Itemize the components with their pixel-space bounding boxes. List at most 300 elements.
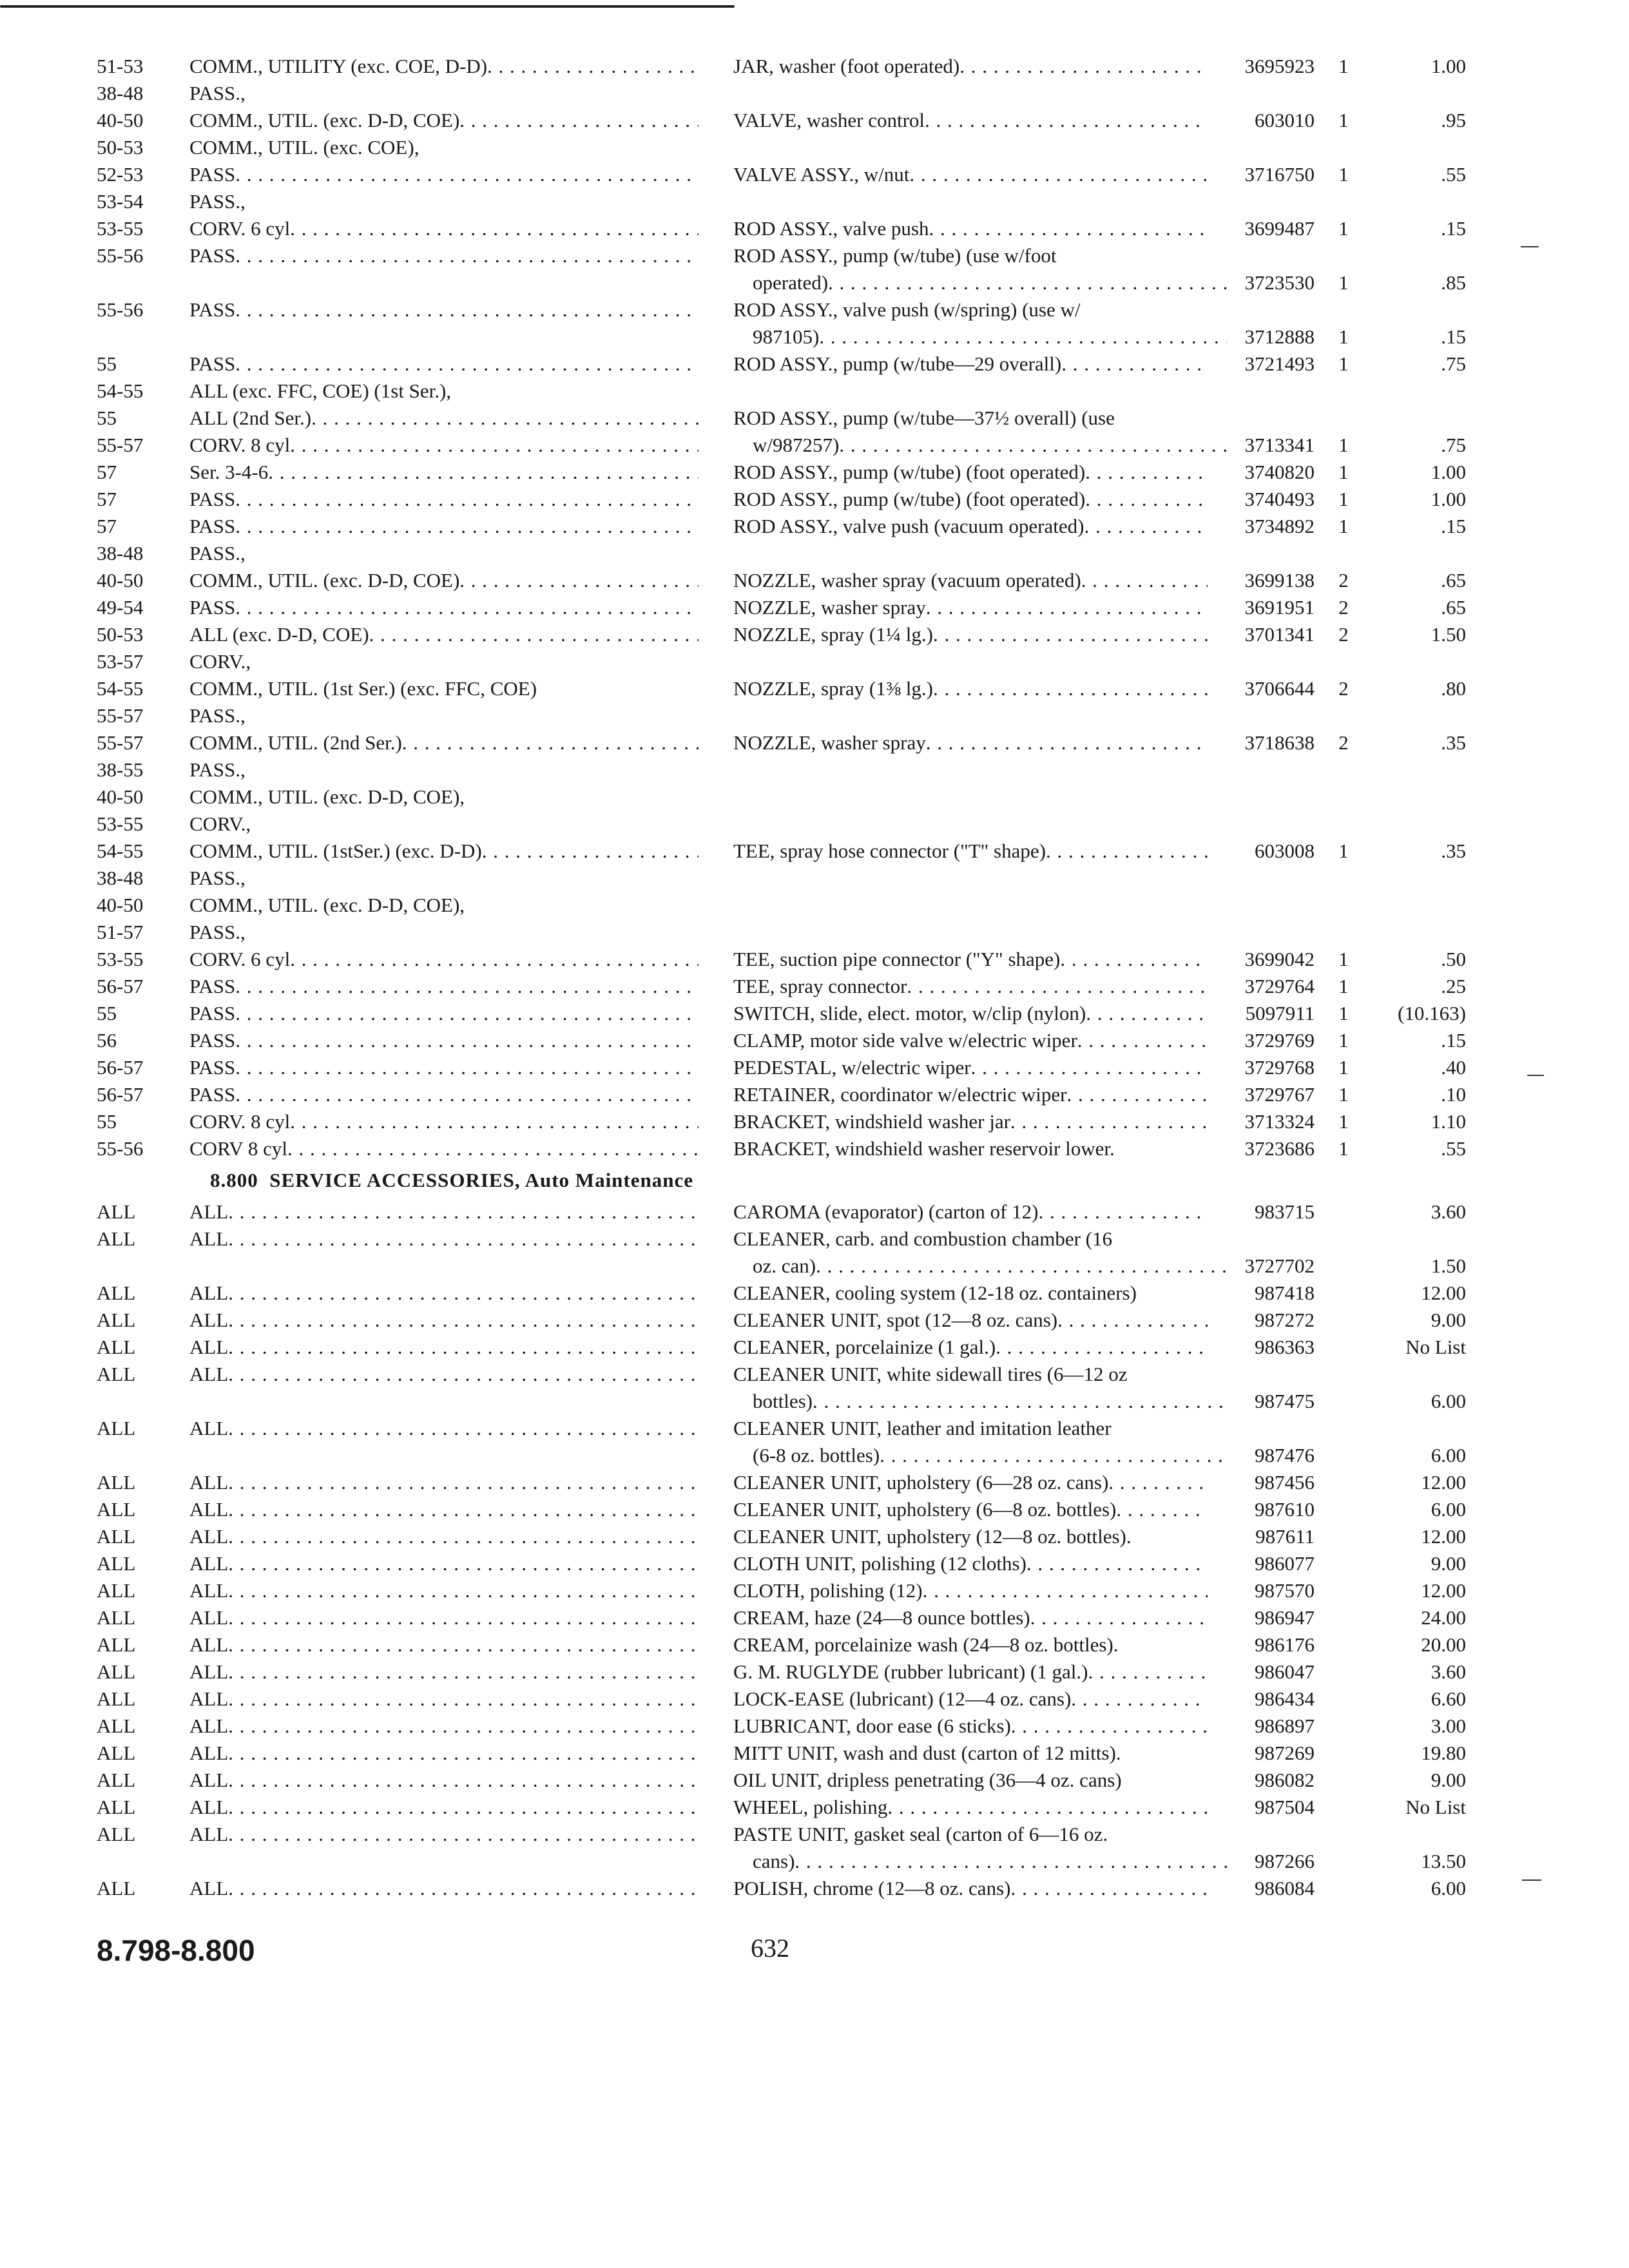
table-row	[97, 296, 1385, 323]
part-number: 987611	[1255, 1525, 1315, 1548]
year-range: 53-55	[97, 217, 144, 240]
quantity: 1	[1338, 1029, 1349, 1052]
list-price: 3.60	[1431, 1200, 1466, 1223]
dot-leader	[228, 1469, 699, 1496]
year-range: ALL	[97, 1200, 136, 1223]
model-application: COMM., UTIL. (1stSer.) (exc. D-D) . . .	[189, 838, 699, 865]
list-price: 9.00	[1431, 1552, 1466, 1575]
list-price: 9.00	[1431, 1769, 1466, 1791]
dot-leader	[959, 53, 1208, 80]
model-application: ALL . . .	[189, 1821, 699, 1848]
table-row	[97, 242, 1385, 269]
dot-leader	[369, 621, 699, 648]
dot-leader	[228, 1577, 699, 1604]
dot-leader	[1010, 1875, 1208, 1902]
list-price: 1.00	[1431, 461, 1466, 483]
list-price: .80	[1441, 677, 1466, 700]
dot-leader	[228, 1280, 699, 1307]
quantity: 1	[1338, 975, 1349, 997]
year-range: 55-57	[97, 704, 144, 727]
model-application: ALL (exc. FFC, COE) (1st Ser.),	[189, 380, 452, 402]
year-range: ALL	[97, 1606, 136, 1629]
dot-leader	[228, 1686, 699, 1713]
part-description: LOCK-EASE (lubricant) (12—4 oz. cans) . . .	[733, 1686, 1208, 1713]
year-range: ALL	[97, 1660, 136, 1683]
year-range: 57	[97, 488, 117, 510]
table-row	[97, 865, 1385, 892]
part-description: ROD ASSY., valve push (vacuum operated) . . .	[733, 513, 1208, 540]
part-description: PEDESTAL, w/electric wiper . . .	[733, 1054, 1208, 1081]
dot-leader	[228, 1821, 699, 1848]
model-application: CORV. 8 cyl . . .	[189, 432, 699, 459]
table-row	[97, 1198, 1466, 1225]
dot-leader	[459, 567, 699, 594]
table-row	[97, 269, 1466, 296]
model-application: ALL . . .	[189, 1604, 699, 1631]
dot-leader	[228, 1658, 699, 1686]
model-application: ALL . . .	[189, 1334, 699, 1361]
part-description: cans) . . .	[733, 1848, 1227, 1875]
model-application: PASS.,	[189, 704, 246, 727]
quantity: 1	[1338, 109, 1349, 131]
list-price: 1.00	[1431, 488, 1466, 510]
quantity: 1	[1338, 1083, 1349, 1106]
quantity: 1	[1338, 55, 1349, 77]
part-description: CLEANER UNIT, white sidewall tires (6—12 oz	[733, 1363, 1128, 1385]
part-description: RETAINER, coordinator w/electric wiper . . .	[733, 1081, 1208, 1108]
year-range: ALL	[97, 1363, 136, 1385]
table-row	[97, 1875, 1466, 1902]
year-range: ALL	[97, 1687, 136, 1710]
dot-leader	[795, 1848, 1227, 1875]
page-number: 632	[751, 1934, 789, 1963]
year-range: 49-54	[97, 596, 144, 619]
table-row	[97, 1108, 1466, 1135]
quantity: 2	[1338, 677, 1349, 700]
part-description: (6-8 oz. bottles) . . .	[733, 1442, 1227, 1469]
part-description: oz. can) . . .	[733, 1253, 1227, 1280]
model-application: ALL (2nd Ser.) . . .	[189, 405, 699, 432]
model-application: PASS . . .	[189, 1027, 699, 1054]
part-number: 986176	[1255, 1633, 1315, 1656]
model-application: COMM., UTIL. (1st Ser.) (exc. FFC, COE)	[189, 677, 537, 700]
table-row	[97, 351, 1466, 378]
model-application: PASS . . .	[189, 161, 699, 188]
list-price: No List	[1405, 1796, 1466, 1818]
dot-leader	[290, 432, 699, 459]
part-description: ROD ASSY., valve push (w/spring) (use w/	[733, 298, 1081, 321]
model-application: PASS.,	[189, 190, 246, 213]
quantity: 1	[1338, 1137, 1349, 1160]
dot-leader	[228, 1307, 699, 1334]
part-number: 603010	[1255, 109, 1315, 131]
dot-leader	[828, 269, 1227, 296]
model-application: ALL . . .	[189, 1496, 699, 1523]
model-application: COMM., UTIL. (exc. COE),	[189, 136, 419, 159]
model-application: ALL . . .	[189, 1740, 699, 1767]
list-price: 1.10	[1431, 1110, 1466, 1133]
section-range-label: 8.798-8.800	[97, 1934, 255, 1967]
dot-leader	[1085, 459, 1208, 486]
model-application: CORV.,	[189, 650, 251, 673]
table-row	[97, 1054, 1466, 1081]
table-row	[97, 1361, 1385, 1388]
year-range: ALL	[97, 1769, 136, 1791]
year-range: 55-56	[97, 298, 144, 321]
table-row	[97, 486, 1466, 513]
table-row	[97, 1081, 1466, 1108]
part-description: operated) . . .	[733, 269, 1227, 296]
part-number: 603008	[1255, 840, 1315, 862]
table-row	[97, 1658, 1466, 1686]
section-title: 8.800 SERVICE ACCESSORIES, Auto Maintenance	[210, 1169, 694, 1191]
list-price: 3.00	[1431, 1715, 1466, 1737]
table-row	[97, 1821, 1385, 1848]
dot-leader	[1086, 1000, 1208, 1027]
year-range: 50-53	[97, 623, 144, 646]
part-number: 3713324	[1244, 1110, 1315, 1133]
part-description: TEE, suction pipe connector ("Y" shape) . . .	[733, 946, 1208, 973]
part-description: WHEEL, polishing . . .	[733, 1794, 1208, 1821]
part-number: 986947	[1255, 1606, 1315, 1629]
part-description: POLISH, chrome (12—8 oz. cans) . . .	[733, 1875, 1208, 1902]
part-description: VALVE ASSY., w/nut . . .	[733, 161, 1208, 188]
dot-leader	[228, 1604, 699, 1631]
part-description: CLEANER UNIT, upholstery (6—8 oz. bottles) . . .	[733, 1496, 1208, 1523]
part-description: CLEANER UNIT, upholstery (6—28 oz. cans) . . .	[733, 1469, 1208, 1496]
part-description: BRACKET, windshield washer jar . . .	[733, 1108, 1208, 1135]
part-number: 3716750	[1244, 163, 1315, 186]
dot-leader	[1066, 1081, 1208, 1108]
part-description: ROD ASSY., pump (w/tube—29 overall) . . .	[733, 351, 1208, 378]
year-range: 55	[97, 1002, 117, 1024]
part-number: 3712888	[1244, 325, 1315, 348]
year-range: 55	[97, 1110, 117, 1133]
year-range: 56-57	[97, 1083, 144, 1106]
dot-leader	[1085, 486, 1208, 513]
year-range: 56	[97, 1029, 117, 1052]
table-row	[97, 188, 1385, 215]
part-number: 3723530	[1244, 271, 1315, 294]
part-description: CLEANER UNIT, upholstery (12—8 oz. bottles).	[733, 1525, 1132, 1548]
list-price: 1.50	[1431, 1254, 1466, 1277]
model-application: PASS . . .	[189, 1054, 699, 1081]
model-application: ALL . . .	[189, 1767, 699, 1794]
section-heading	[97, 1162, 1385, 1198]
year-range: 38-48	[97, 82, 144, 104]
list-price: 13.50	[1421, 1850, 1466, 1872]
dot-leader	[1061, 351, 1208, 378]
table-row	[97, 1135, 1466, 1162]
dot-leader	[235, 486, 699, 513]
year-range: 54-55	[97, 380, 144, 402]
dot-leader	[923, 1577, 1208, 1604]
list-price: .40	[1441, 1056, 1466, 1079]
table-row	[97, 1848, 1466, 1875]
list-price: .55	[1441, 1137, 1466, 1160]
part-number: 3723686	[1244, 1137, 1315, 1160]
table-row	[97, 621, 1466, 648]
table-row	[97, 161, 1466, 188]
list-price: (10.163)	[1398, 1002, 1466, 1024]
year-range: 55-57	[97, 434, 144, 456]
list-price: .15	[1441, 217, 1466, 240]
list-price: .55	[1441, 163, 1466, 186]
part-description: ROD ASSY., pump (w/tube—37½ overall) (use	[733, 407, 1115, 429]
part-number: 983715	[1255, 1200, 1315, 1223]
list-price: 20.00	[1421, 1633, 1466, 1656]
table-row	[97, 1442, 1466, 1469]
model-application: COMM., UTILITY (exc. COE, D-D) . . .	[189, 53, 699, 80]
year-range: 54-55	[97, 677, 144, 700]
list-price: .85	[1441, 271, 1466, 294]
quantity: 1	[1338, 840, 1349, 862]
dot-leader	[268, 459, 699, 486]
list-price: .35	[1441, 840, 1466, 862]
list-price: .35	[1441, 731, 1466, 754]
list-price: .15	[1441, 325, 1466, 348]
list-price: 3.60	[1431, 1660, 1466, 1683]
list-price: .65	[1441, 569, 1466, 591]
year-range: ALL	[97, 1417, 136, 1439]
dot-leader	[290, 215, 699, 242]
model-application: PASS . . .	[189, 1000, 699, 1027]
model-application: ALL . . .	[189, 1875, 699, 1902]
part-number: 3691951	[1244, 596, 1315, 619]
part-description: LUBRICANT, door ease (6 sticks) . . .	[733, 1713, 1208, 1740]
part-number: 3699042	[1244, 948, 1315, 970]
table-row	[97, 1631, 1466, 1658]
list-price: .15	[1441, 1029, 1466, 1052]
year-range: ALL	[97, 1525, 136, 1548]
table-row	[97, 892, 1385, 919]
table-row	[97, 323, 1466, 351]
table-row	[97, 53, 1466, 80]
year-range: ALL	[97, 1742, 136, 1764]
table-row	[97, 215, 1466, 242]
margin-mark	[1522, 1879, 1541, 1881]
dot-leader	[1077, 1027, 1208, 1054]
list-price: .25	[1441, 975, 1466, 997]
part-description: NOZZLE, spray (1¼ lg.) . . .	[733, 621, 1208, 648]
dot-leader	[996, 1334, 1208, 1361]
part-number: 986082	[1255, 1769, 1315, 1791]
part-number: 987269	[1255, 1742, 1315, 1764]
list-price: 12.00	[1421, 1579, 1466, 1602]
year-range: ALL	[97, 1309, 136, 1331]
model-application: COMM., UTIL. (exc. D-D, COE),	[189, 785, 465, 808]
part-description: CLEANER, carb. and combustion chamber (16	[733, 1227, 1112, 1250]
part-number: 987456	[1255, 1471, 1315, 1494]
model-application: PASS . . .	[189, 486, 699, 513]
part-description: 987105) . . .	[733, 323, 1227, 351]
part-number: 3695923	[1244, 55, 1315, 77]
part-description: CREAM, porcelainize wash (24—8 oz. bottles).	[733, 1633, 1119, 1656]
part-number: 986363	[1255, 1336, 1315, 1358]
year-range: 56-57	[97, 975, 144, 997]
part-number: 3729769	[1244, 1029, 1315, 1052]
year-range: ALL	[97, 1633, 136, 1656]
year-range: ALL	[97, 1823, 136, 1845]
table-row	[97, 540, 1385, 567]
model-application: PASS . . .	[189, 973, 699, 1000]
quantity: 1	[1338, 1056, 1349, 1079]
model-application: COMM., UTIL. (2nd Ser.) . . .	[189, 729, 699, 756]
table-row	[97, 1713, 1466, 1740]
dot-leader	[290, 946, 699, 973]
list-price: 1.00	[1431, 55, 1466, 77]
table-row	[97, 1740, 1466, 1767]
dot-leader	[228, 1523, 699, 1550]
model-application: PASS . . .	[189, 594, 699, 621]
dot-leader	[228, 1740, 699, 1767]
part-description: SWITCH, slide, elect. motor, w/clip (nylon) . . .	[733, 1000, 1208, 1027]
part-description: CLAMP, motor side valve w/electric wiper . . .	[733, 1027, 1208, 1054]
dot-leader	[235, 594, 699, 621]
dot-leader	[1027, 1550, 1208, 1577]
year-range: 55-57	[97, 731, 144, 754]
part-description: ROD ASSY., pump (w/tube) (foot operated) . . .	[733, 459, 1208, 486]
model-application: PASS . . .	[189, 513, 699, 540]
list-price: .50	[1441, 948, 1466, 970]
quantity: 1	[1338, 217, 1349, 240]
part-description: OIL UNIT, dripless penetrating (36—4 oz. cans)	[733, 1769, 1122, 1791]
list-price: 6.60	[1431, 1687, 1466, 1710]
part-description: bottles) . . .	[733, 1388, 1227, 1415]
dot-leader	[235, 1000, 699, 1027]
part-number: 3713341	[1244, 434, 1315, 456]
table-row	[97, 134, 1385, 161]
dot-leader	[1046, 838, 1208, 865]
dot-leader	[228, 1198, 699, 1225]
dot-leader	[887, 1794, 1208, 1821]
model-application: ALL (exc. D-D, COE) . . .	[189, 621, 699, 648]
part-description: CREAM, haze (24—8 ounce bottles) . . .	[733, 1604, 1208, 1631]
model-application: ALL . . .	[189, 1469, 699, 1496]
part-description: BRACKET, windshield washer reservoir lower.	[733, 1137, 1115, 1160]
part-number: 3729764	[1244, 975, 1315, 997]
year-range: 38-48	[97, 542, 144, 564]
dot-leader	[228, 1794, 699, 1821]
dot-leader	[909, 161, 1208, 188]
list-price: 19.80	[1421, 1742, 1466, 1764]
part-number: 3727702	[1244, 1254, 1315, 1277]
table-row	[97, 1225, 1385, 1253]
part-description: CLOTH, polishing (12) . . .	[733, 1577, 1208, 1604]
dot-leader	[816, 1253, 1227, 1280]
parts-table-top	[97, 53, 1466, 1162]
list-price: 6.00	[1431, 1877, 1466, 1899]
table-row	[97, 1000, 1466, 1027]
year-range: ALL	[97, 1336, 136, 1358]
dot-leader	[228, 1631, 699, 1658]
year-range: 53-54	[97, 190, 144, 213]
parts-catalog-page	[97, 53, 1466, 1902]
list-price: 6.00	[1431, 1498, 1466, 1521]
table-row	[97, 1388, 1466, 1415]
part-number: 3740820	[1244, 461, 1315, 483]
dot-leader	[311, 405, 699, 432]
table-row	[97, 756, 1385, 783]
table-row	[97, 1253, 1466, 1280]
table-row	[97, 783, 1385, 811]
table-row	[97, 811, 1385, 838]
model-application: ALL . . .	[189, 1794, 699, 1821]
part-description: w/987257) . . .	[733, 432, 1227, 459]
dot-leader	[228, 1713, 699, 1740]
dot-leader	[482, 838, 699, 865]
quantity: 2	[1338, 596, 1349, 619]
dot-leader	[235, 1054, 699, 1081]
table-row	[97, 1767, 1466, 1794]
dot-leader	[228, 1225, 699, 1253]
model-application: ALL . . .	[189, 1225, 699, 1253]
year-range: 55-56	[97, 1137, 144, 1160]
table-row	[97, 594, 1466, 621]
list-price: .15	[1441, 515, 1466, 537]
part-number: 3729767	[1244, 1083, 1315, 1106]
quantity: 1	[1338, 515, 1349, 537]
dot-leader	[228, 1361, 699, 1388]
part-number: 3699138	[1244, 569, 1315, 591]
part-description: CLEANER UNIT, spot (12—8 oz. cans) . . .	[733, 1307, 1208, 1334]
dot-leader	[235, 242, 699, 269]
model-application: PASS . . .	[189, 351, 699, 378]
table-row	[97, 1307, 1466, 1334]
list-price: No List	[1405, 1336, 1466, 1358]
dot-leader	[1088, 1658, 1208, 1686]
list-price: 24.00	[1421, 1606, 1466, 1629]
part-number: 986084	[1255, 1877, 1315, 1899]
model-application: ALL . . .	[189, 1631, 699, 1658]
list-price: 6.00	[1431, 1444, 1466, 1466]
year-range: 40-50	[97, 569, 144, 591]
model-application: ALL . . .	[189, 1415, 699, 1442]
quantity: 1	[1338, 163, 1349, 186]
year-range: 38-48	[97, 867, 144, 889]
list-price: .10	[1441, 1083, 1466, 1106]
year-range: 53-57	[97, 650, 144, 673]
year-range: 38-55	[97, 758, 144, 781]
year-range: 55	[97, 407, 117, 429]
table-row	[97, 80, 1385, 107]
part-description: NOZZLE, washer spray (vacuum operated) . . .	[733, 567, 1208, 594]
dot-leader	[402, 729, 699, 756]
table-row	[97, 702, 1385, 729]
part-description: JAR, washer (foot operated) . . .	[733, 53, 1208, 80]
model-application: ALL . . .	[189, 1658, 699, 1686]
dot-leader	[228, 1496, 699, 1523]
dot-leader	[929, 215, 1208, 242]
model-application: COMM., UTIL. (exc. D-D, COE),	[189, 894, 465, 916]
dot-leader	[1060, 946, 1208, 973]
dot-leader	[235, 513, 699, 540]
dot-leader	[235, 351, 699, 378]
top-rule	[0, 5, 735, 8]
dot-leader	[1038, 1198, 1208, 1225]
part-number: 986897	[1255, 1715, 1315, 1737]
year-range: ALL	[97, 1498, 136, 1521]
part-number: 3740493	[1244, 488, 1315, 510]
table-row	[97, 432, 1466, 459]
model-application: ALL . . .	[189, 1198, 699, 1225]
quantity: 1	[1338, 271, 1349, 294]
part-number: 987570	[1255, 1579, 1315, 1602]
dot-leader	[880, 1442, 1227, 1469]
part-description: TEE, spray connector . . .	[733, 973, 1208, 1000]
year-range: 40-50	[97, 894, 144, 916]
part-description: CAROMA (evaporator) (carton of 12) . . .	[733, 1198, 1208, 1225]
